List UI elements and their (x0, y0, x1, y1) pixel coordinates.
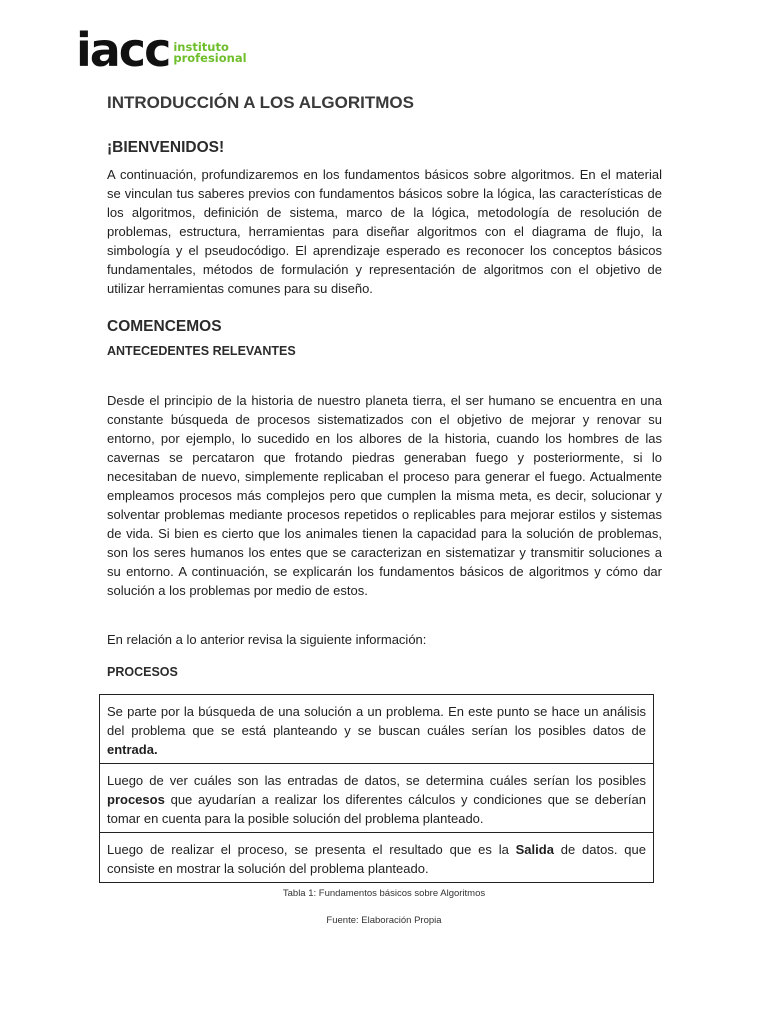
relation-block (107, 630, 662, 649)
cell-text-after: de datos. que consiste en mostrar la solución del problema planteado. (107, 842, 646, 876)
cell-text: Se parte por la búsqueda de una solución a un problema. En este punto se hace un análisis del problema que se está planteando y se buscan cuáles serían los posibles datos de (107, 704, 646, 738)
procesos-heading-block (107, 665, 662, 679)
cell-text: Luego de realizar el proceso, se presenta el resultado que es la (107, 842, 516, 857)
logo-line-1: instituto (173, 40, 229, 54)
iacc-logo (76, 23, 247, 77)
table-cell (100, 764, 654, 833)
logo-mark: iacc (76, 23, 170, 77)
table-source: Fuente: Elaboración Propia (326, 915, 442, 926)
antecedentes-heading: ANTECEDENTES RELEVANTES (107, 344, 296, 358)
antecedentes-heading-block (107, 344, 662, 358)
table-cell (100, 833, 654, 883)
welcome-heading: ¡BIENVENIDOS! (107, 139, 225, 156)
welcome-paragraph: A continuación, profundizaremos en los fundamentos básicos sobre algoritmos. En el material se vinculan tus saberes previos con fundamentos básicos sobre la lógica, las características de los algoritmos, definición de sistema, marco de la lógica, metodología de resolución de problemas, estructura, herramientas para diseñar algoritmos con el diagrama de flujo, la simbología y el pseudocódigo. El aprendizaje esperado es reconocer los conceptos básicos fundamentales, métodos de formulación y representación de algoritmos con el objetivo de utilizar herramientas comunes para su diseño. (107, 167, 662, 296)
cell-keyword: entrada. (107, 742, 158, 757)
cell-keyword: procesos (107, 792, 165, 807)
start-heading-block (107, 318, 662, 336)
welcome-section (107, 165, 662, 298)
logo-line-2: profesional (173, 51, 247, 65)
table-caption: Tabla 1: Fundamentos básicos sobre Algoritmos (282, 888, 486, 899)
table-row (100, 695, 654, 764)
page-title: INTRODUCCIÓN A LOS ALGORITMOS (107, 93, 414, 112)
logo-subtitle (173, 42, 246, 68)
table-row (100, 764, 654, 833)
cell-text-after: que ayudarían a realizar los diferentes cálculos y condiciones que se deberían tomar en cuenta para la posible solución del problema planteado. (107, 792, 646, 826)
table-cell (100, 695, 654, 764)
title-block (107, 93, 662, 113)
procesos-table (99, 694, 654, 883)
procesos-heading: PROCESOS (107, 665, 178, 679)
cell-keyword: Salida (515, 842, 554, 857)
relation-text: En relación a lo anterior revisa la siguiente información: (107, 632, 427, 647)
antecedentes-paragraph: Desde el principio de la historia de nuestro planeta tierra, el ser humano se encuentra en una constante búsqueda de procesos sistematizados con el objetivo de mejorar y renovar su entorno, por ejemplo, lo sucedido en los albores de la historia, cuando los hombres de las cavernas se percataron que frotando piedras generaban fuego y posteriormente, si lo necesitaban de nuevo, simplemente replicaban el proceso para generar el fuego. Actualmente empleamos procesos más complejos pero que cumplen la misma meta, es decir, solucionar y solventar problemas mediante procesos repetidos o replicables para mejorar estilos y sistemas de vida. Si bien es cierto que los animales tienen la capacidad para la solución de problemas, son los seres humanos los entes que se caracterizan en sistematizar y transmitir soluciones a su entorno. A continuación, se explicarán los fundamentos básicos de algoritmos y cómo dar solución a los problemas por medio de estos. (107, 393, 662, 598)
cell-text: Luego de ver cuáles son las entradas de datos, se determina cuáles serían los posibles (107, 773, 646, 788)
antecedentes-section (107, 391, 662, 600)
start-heading: COMENCEMOS (107, 318, 222, 335)
table-row (100, 833, 654, 883)
welcome-heading-block (107, 139, 662, 157)
